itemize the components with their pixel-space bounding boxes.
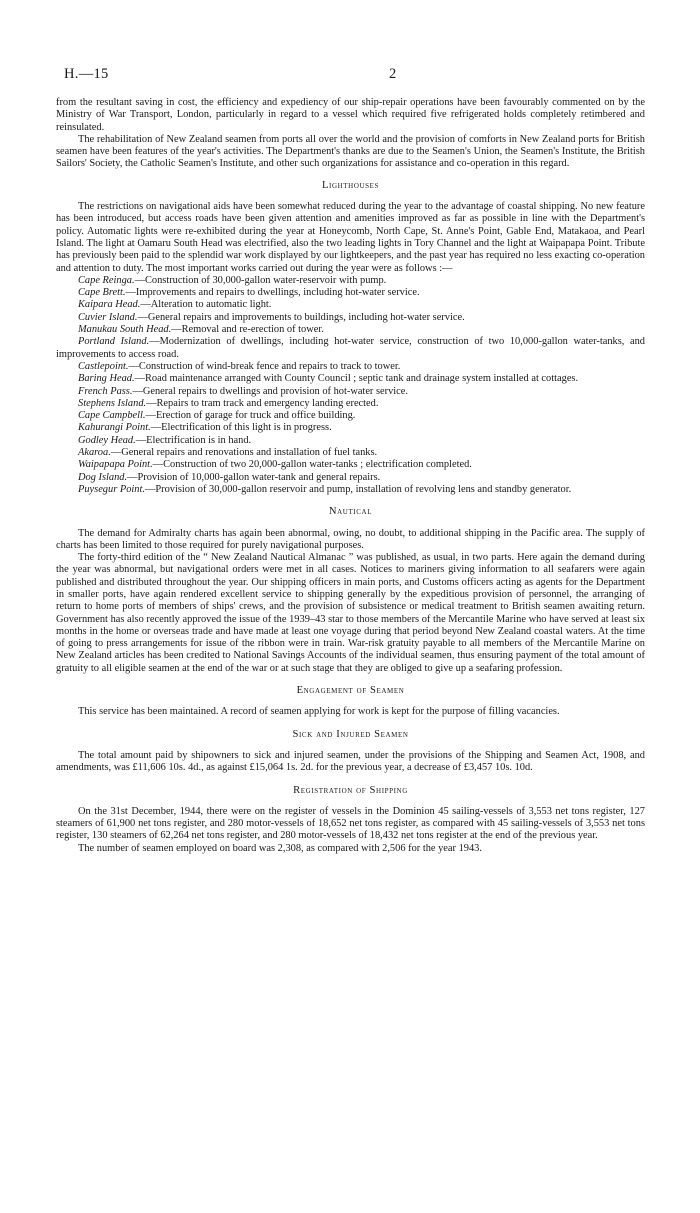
lighthouse-work-description: —General repairs and improvements to buildings, including hot-water service. xyxy=(137,311,465,323)
paragraph: On the 31st December, 1944, there were on the register of vessels in the Dominion 45 sailing-vessels of 3,553 net tons register, 127 steamers of 61,900 net tons register, and 280 motor-vessels of 18,652 net tons register, as compared with 45 sailing-vessels of 3,553 net tons register, 130 steamers of 62,264 net tons register, and 280 motor-vessels of 18,432 net tons register at the end of the previous year. xyxy=(56,805,645,842)
lighthouse-place: Portland Island. xyxy=(78,336,150,348)
lighthouse-work-description: —Improvements and repairs to dwellings, including hot-water service. xyxy=(125,287,420,299)
lighthouse-place: Waipapapa Point. xyxy=(78,459,153,471)
lighthouse-place: Godley Head. xyxy=(78,434,136,446)
lighthouse-place: Cuvier Island. xyxy=(78,311,138,323)
lighthouse-place: Baring Head. xyxy=(78,373,135,385)
lighthouse-place: Stephens Island. xyxy=(78,397,147,409)
paragraph: This service has been maintained. A record of seamen applying for work is kept for the purpose of filling vacancies. xyxy=(78,706,560,718)
lighthouse-work-description: —Repairs to tram track and emergency landing erected. xyxy=(146,397,379,409)
lighthouse-work-item xyxy=(56,410,645,422)
lighthouse-work-item xyxy=(56,447,645,459)
paragraph: The restrictions on navigational aids have been somewhat reduced during the year to the advantage of coastal shipping. No new feature has been introduced, but access roads have been given attention and amenities improved as far as possible in line with the Department's policy. Automatic lights were re-exhibited during the year at Honeycomb, North Cape, St. Anne's Point, Gable End, Matakaoa, and Pearl Island. The light at Oamaru South Head was electrified, also the two leading lights in Tory Channel and the light at Waipapapa Point. Tribute has previously been paid to the splendid war work displayed by our lightkeepers, and the past year has required no less exacting co-operation and attention to duty. The most important works carried out during the year were as follows :— xyxy=(56,201,645,274)
lighthouse-work-item xyxy=(56,435,645,447)
lighthouse-work-item xyxy=(56,472,645,484)
lighthouse-work-description: —General repairs and renovations and installation of fuel tanks. xyxy=(110,447,378,459)
lighthouse-work-item xyxy=(56,312,645,324)
lighthouse-work-item xyxy=(56,275,645,287)
lighthouse-place: Cape Reinga. xyxy=(78,274,135,286)
lighthouse-place: Puysegur Point. xyxy=(78,483,145,495)
lighthouse-place: Cape Campbell. xyxy=(78,410,146,422)
lighthouse-work-description: —Road maintenance arranged with County Council ; septic tank and drainage system installed at cottages. xyxy=(134,373,579,385)
section-heading-sick-injured: Sick and Injured Seamen xyxy=(292,728,409,740)
paragraph: The rehabilitation of New Zealand seamen from ports all over the world and the provision of comforts in New Zealand ports for British seamen have been features of the year's activities. The Department's thanks are due to the Seamen's Union, the Seamen's Institute, the British Sailors' Society, the Catholic Seamen's Institute, and other such organizations for assistance and co-operation in this regard. xyxy=(56,133,645,170)
paragraph: The total amount paid by shipowners to sick and injured seamen, under the provisions of the Shipping and Seamen Act, 1908, and amendments, was £11,606 10s. 4d., as against £15,064 1s. 2d. for the previous year, a decrease of £3,457 10s. 10d. xyxy=(56,749,645,774)
lighthouse-work-item xyxy=(56,324,645,336)
lighthouse-place: Kaipara Head. xyxy=(78,299,141,311)
section-heading-nautical: Nautical xyxy=(328,506,373,518)
paragraph: The demand for Admiralty charts has again been abnormal, owing, no doubt, to additional shipping in the Pacific area. The supply of charts has been limited to those required for purely navigational purposes. xyxy=(56,527,645,551)
lighthouse-work-item xyxy=(56,287,645,299)
lighthouse-work-description: —Provision of 10,000-gallon water-tank and general repairs. xyxy=(127,471,381,483)
section-heading-lighthouses: Lighthouses xyxy=(321,179,380,191)
lighthouse-work-description: —Erection of garage for truck and office building. xyxy=(145,410,356,422)
lighthouse-work-description: —Provision of 30,000-gallon reservoir and pump, installation of revolving lens and standby generator. xyxy=(144,483,572,495)
lighthouse-work-item xyxy=(56,398,645,410)
paragraph: from the resultant saving in cost, the efficiency and expediency of our ship-repair operations have been favourably commented on by the Ministry of War Transport, London, particularly in regard to a vessel which required five refrigerated holds completely retimbered and reinsulated. xyxy=(56,97,645,133)
lighthouse-work-item xyxy=(56,484,645,496)
lighthouse-work-description: —Construction of 30,000-gallon water-reservoir with pump. xyxy=(134,274,387,286)
lighthouse-place: Kahurangi Point. xyxy=(78,422,151,434)
lighthouse-work-item xyxy=(56,373,645,385)
lighthouse-place: French Pass. xyxy=(78,385,133,397)
page-header xyxy=(56,66,644,86)
lighthouse-work-item xyxy=(56,336,645,361)
lighthouse-place: Dog Island. xyxy=(78,471,128,483)
lighthouse-work-description: —Removal and re-erection of tower. xyxy=(171,324,324,336)
lighthouse-place: Castlepoint. xyxy=(78,360,129,372)
lighthouse-work-description: —Electrification of this light is in progress. xyxy=(150,422,332,434)
lighthouse-place: Manukau South Head. xyxy=(78,324,172,336)
lighthouse-works-list xyxy=(56,275,645,496)
lighthouse-place: Cape Brett. xyxy=(78,287,126,299)
document-body xyxy=(56,97,645,855)
section-heading-engagement: Engagement of Seamen xyxy=(296,685,405,697)
lighthouse-work-description: —General repairs to dwellings and provision of hot-water service. xyxy=(132,385,409,397)
page-number: 2 xyxy=(389,66,397,82)
lighthouse-place: Akaroa. xyxy=(78,447,111,459)
lighthouse-work-description: —Construction of wind-break fence and repairs to track to tower. xyxy=(128,360,401,372)
lighthouse-work-description: —Alteration to automatic light. xyxy=(140,299,272,311)
paragraph: The number of seamen employed on board was 2,308, as compared with 2,506 for the year 1943. xyxy=(78,842,482,854)
lighthouse-work-item xyxy=(56,299,645,311)
lighthouse-work-item xyxy=(56,386,645,398)
lighthouse-work-item xyxy=(56,459,645,471)
lighthouse-work-description: —Modernization of dwellings, including hot-water service, construction of two 10,000-gallon water-tanks, and improvements to access road. xyxy=(56,336,645,360)
lighthouse-work-item xyxy=(56,361,645,373)
document-reference: H.—15 xyxy=(64,66,109,82)
lighthouse-work-item xyxy=(56,422,645,434)
section-heading-registration: Registration of Shipping xyxy=(293,784,408,796)
paragraph: The forty-third edition of the “ New Zealand Nautical Almanac ” was published, as usual, in two parts. Here again the demand during the year was abnormal, but navigational orders were met in all cases. Notices to mariners giving information to all seafarers were again published and distributed throughout the year. Our shipping officers in main ports, and Customs officers acting as agents for the Department in smaller ports, have again rendered excellent service to shipping generally by the expeditious provision of personnel, the arranging of return to home ports of members of ships' crews, and the provision of subsistence or medical treatment to British seamen awaiting return. Government has also recently approved the issue of the 1939–43 star to those members of the Mercantile Marine who have served at least six months in the home or overseas trade and have made at least one voyage during that period beyond New Zealand coastal waters. At the time of going to press arrangements for issue of the ribbon were in train. War-risk gratuity payable to all members of the Mercantile Marine on New Zealand articles has been credited to National Savings Accounts of the individual seamen, thus ensuring payment of the total amount of gratuity to all eligible seamen at the end of the war or at such stage that they are obliged to give up a seafaring profession. xyxy=(56,552,645,674)
lighthouse-work-description: —Construction of two 20,000-gallon water-tanks ; electrification completed. xyxy=(152,459,472,471)
lighthouse-work-description: —Electrification is in hand. xyxy=(135,434,252,446)
